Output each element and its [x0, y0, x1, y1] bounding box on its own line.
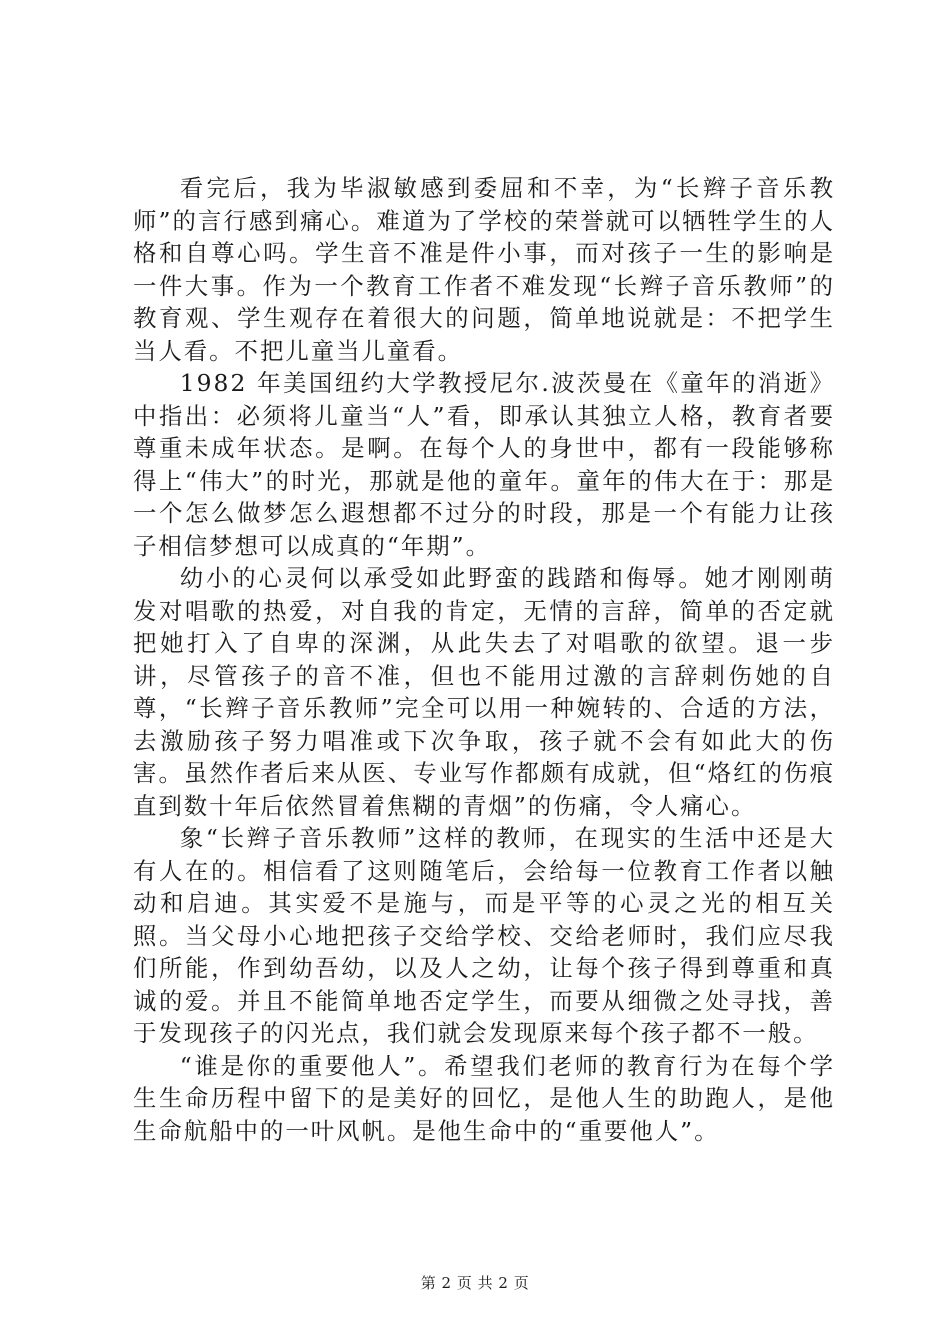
article-body [133, 172, 835, 1147]
paragraph-4: 象“长辫子音乐教师”这样的教师，在现实的生活中还是大有人在的。相信看了这则随笔后，会给每一位教育工作者以触动和启迪。其实爱不是施与，而是平等的心灵之光的相互关照。当父母小心地把孩子交给学校、交给老师时，我们应尽我们所能，作到幼吾幼，以及人之幼，让每个孩子得到尊重和真诚的爱。并且不能简单地否定学生，而要从细微之处寻找，善于发现孩子的闪光点，我们就会发现原来每个孩子都不一般。 [133, 824, 835, 1047]
paragraph-3: 幼小的心灵何以承受如此野蛮的践踏和侮辱。她才刚刚萌发对唱歌的热爱，对自我的肯定，无情的言辞，简单的否定就把她打入了自卑的深渊，从此失去了对唱歌的欲望。退一步讲，尽管孩子的音不准，但也不能用过激的言辞刺伤她的自尊，“长辫子音乐教师”完全可以用一种婉转的、合适的方法，去激励孩子努力唱准或下次争取，孩子就不会有如此大的伤害。虽然作者后来从医、专业写作都颇有成就，但“烙红的伤痕直到数十年后依然冒着焦糊的青烟”的伤痛，令人痛心。 [133, 564, 835, 820]
page-footer: 第 2 页 共 2 页 [420, 1274, 530, 1292]
paragraph-1: 看完后，我为毕淑敏感到委屈和不幸，为“长辫子音乐教师”的言行感到痛心。难道为了学校的荣誉就可以牺牲学生的人格和自尊心吗。学生音不准是件小事，而对孩子一生的影响是一件大事。作为一个教育工作者不难发现“长辫子音乐教师”的教育观、学生观存在着很大的问题，简单地说就是：不把学生当人看。不把儿童当儿童看。 [133, 174, 835, 365]
paragraph-5: “谁是你的重要他人”。希望我们老师的教育行为在每个学生生命历程中留下的是美好的回忆，是他人生的助跑人，是他生命航船中的一叶风帆。是他生命中的“重要他人”。 [133, 1051, 835, 1145]
paragraph-2: 1982 年美国纽约大学教授尼尔.波茨曼在《童年的消逝》中指出：必须将儿童当“人”看，即承认其独立人格，教育者要尊重未成年状态。是啊。在每个人的身世中，都有一段能够称得上“伟大”的时光，那就是他的童年。童年的伟大在于：那是一个怎么做梦怎么遐想都不过分的时段，那是一个有能力让孩子相信梦想可以成真的“年期”。 [133, 369, 835, 560]
